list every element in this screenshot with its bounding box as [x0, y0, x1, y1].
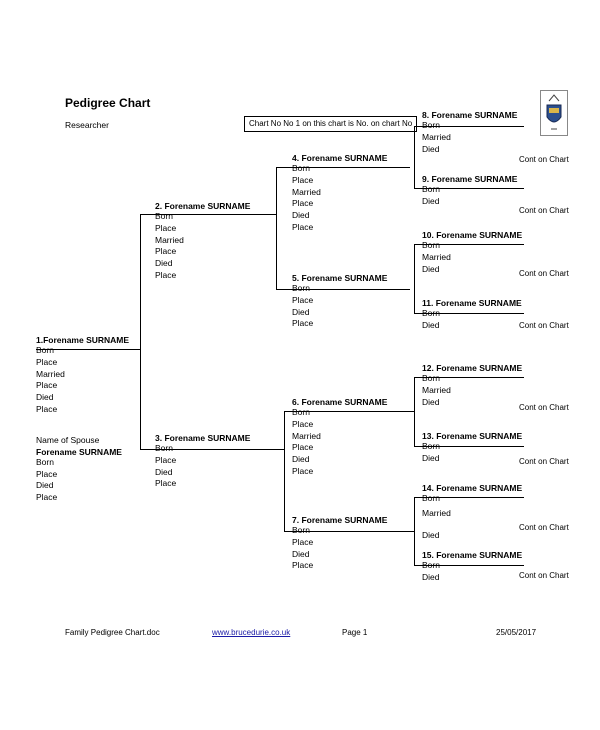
- cont-label-13: Cont on Chart: [519, 457, 569, 466]
- person-7: 7. Forename SURNAME Born Place Died Place: [292, 515, 388, 571]
- line-1-v: [140, 214, 141, 450]
- person-6: 6. Forename SURNAME Born Place Married Place Died Place: [292, 397, 388, 476]
- person-5: 5. Forename SURNAME Born Place Died Place: [292, 273, 388, 329]
- footer-link[interactable]: www.brucedurie.co.uk: [212, 628, 291, 637]
- person-8: 8. Forename SURNAME Born Married Died: [422, 110, 518, 154]
- page-title: Pedigree Chart: [65, 96, 151, 110]
- line-3-v: [284, 411, 285, 531]
- cont-label-9: Cont on Chart: [519, 206, 569, 215]
- person-15: 15. Forename SURNAME Born Died: [422, 550, 523, 582]
- person-13: 13. Forename SURNAME Born Died: [422, 431, 523, 463]
- cont-label-14: Cont on Chart: [519, 523, 569, 532]
- person-14: 14. Forename SURNAME Born Married Died: [422, 483, 523, 540]
- line-2-v: [276, 167, 277, 289]
- line-5-v: [414, 244, 415, 313]
- footer-date: 25/05/2017: [496, 628, 537, 637]
- person-1: 1.Forename SURNAME Born Place Married Place Died Place: [36, 335, 130, 414]
- cont-label-11: Cont on Chart: [519, 321, 569, 330]
- cont-label-15: Cont on Chart: [519, 571, 569, 580]
- person-10: 10. Forename SURNAME Born Married Died: [422, 230, 523, 274]
- line-4-v: [414, 126, 415, 188]
- person-3: 3. Forename SURNAME Born Place Died Place: [155, 433, 251, 489]
- person-11: 11. Forename SURNAME Born Died: [422, 298, 522, 330]
- footer-filename: Family Pedigree Chart.doc: [65, 628, 160, 637]
- person-9: 9. Forename SURNAME Born Died: [422, 174, 518, 206]
- researcher-label: Researcher: [65, 120, 109, 130]
- chart-number-box: Chart No No 1 on this chart is No. on chart No: [244, 116, 417, 132]
- cont-label-8: Cont on Chart: [519, 155, 569, 164]
- coat-of-arms-icon: [540, 90, 568, 136]
- line-7-v: [414, 497, 415, 565]
- person-4: 4. Forename SURNAME Born Place Married Place Died Place: [292, 153, 388, 232]
- line-6-v: [414, 377, 415, 446]
- spouse: Name of Spouse Forename SURNAME Born Place Died Place: [36, 435, 122, 503]
- person-12: 12. Forename SURNAME Born Married Died: [422, 363, 523, 407]
- person-2: 2. Forename SURNAME Born Place Married Place Died Place: [155, 201, 251, 280]
- footer-page: Page 1: [342, 628, 368, 637]
- cont-label-12: Cont on Chart: [519, 403, 569, 412]
- cont-label-10: Cont on Chart: [519, 269, 569, 278]
